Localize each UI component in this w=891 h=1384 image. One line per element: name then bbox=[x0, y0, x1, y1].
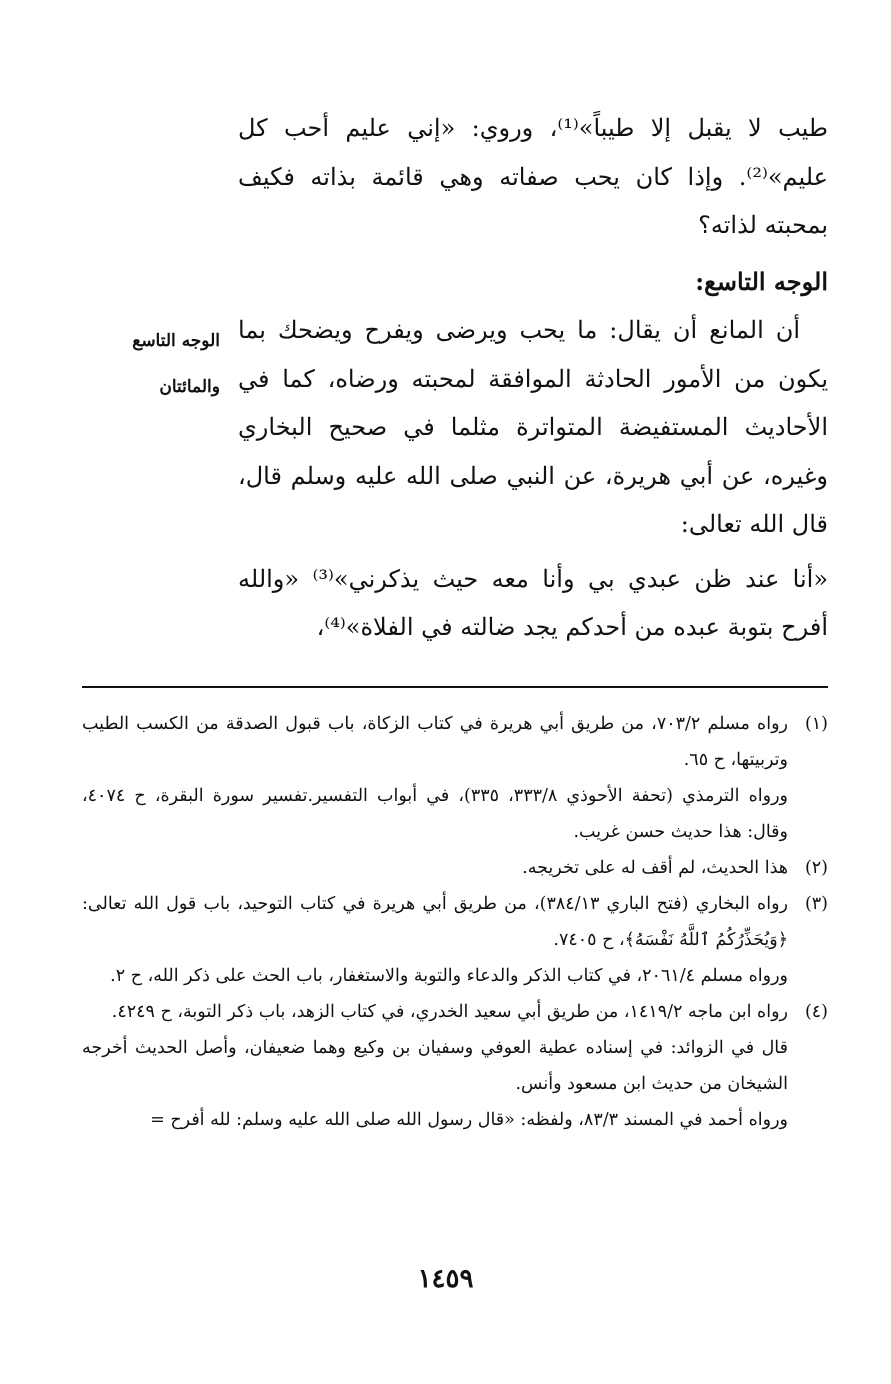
paragraph-body: أن المانع أن يقال: ما يحب ويرضى ويفرح ويضحك بما يكون من الأمور الحادثة الموافقة لمحبته ورضاه، كما في الأحاديث المستفيضة المتواترة مثلما في صحيح البخاري وغيره، عن أبي هريرة، عن النبي صلى الله عليه وسلم قال، قال الله تعالى: bbox=[238, 316, 828, 538]
footnote-continuation: ورواه أحمد في المسند ٨٣/٣، ولفظه: «قال رسول الله صلى الله عليه وسلم: لله أفرح = bbox=[150, 1110, 788, 1130]
footnote-number: (١) bbox=[804, 714, 828, 734]
footnote-3 bbox=[82, 886, 828, 994]
margin-note bbox=[70, 318, 220, 410]
main-text bbox=[238, 104, 828, 652]
section-heading: الوجه التاسع: bbox=[695, 266, 828, 296]
margin-note-line2: والمائتان bbox=[159, 377, 220, 397]
footnote-2 bbox=[82, 850, 828, 886]
margin-note-line1: الوجه التاسع bbox=[132, 331, 220, 351]
footnote-continuation: ورواه مسلم ٢٠٦١/٤، في كتاب الذكر والدعاء والتوبة والاستغفار، باب الحث على ذكر الله، ح ٢. bbox=[110, 966, 788, 986]
footnote-number: (٤) bbox=[804, 1002, 828, 1022]
footnote-text: رواه البخاري (فتح الباري ٣٨٤/١٣)، من طريق أبي هريرة في كتاب التوحيد، باب قول الله تعالى: ﴿وَيُحَذِّرُكُمُ ٱللَّهُ نَفْسَهُ﴾، ح ٧٤٠٥. bbox=[82, 894, 788, 950]
footnote-text: رواه ابن ماجه ١٤١٩/٢، من طريق أبي سعيد الخدري، في كتاب الزهد، باب ذكر التوبة، ح ٤٢٤٩. bbox=[111, 1002, 788, 1022]
hadith-quote: «أنا عند ظن عبدي بي وأنا معه حيث يذكرني»⁽³⁾ «والله أفرح بتوبة عبده من أحدكم يجد ضالته في الفلاة»⁽⁴⁾، bbox=[238, 564, 829, 641]
footnote-continuation: قال في الزوائد: في إسناده عطية العوفي وسفيان بن وكيع وهما ضعيفان، وأصل الحديث أخرجه الشيخان من حديث ابن مسعود وأنس. bbox=[82, 1038, 788, 1094]
footnote-4 bbox=[82, 994, 828, 1138]
footnote-number: (٢) bbox=[804, 858, 828, 878]
footnotes bbox=[82, 706, 828, 1138]
paragraph-continuation: طيب لا يقبل إلا طيباً»⁽¹⁾، وروي: «إني عليم أحب كل عليم»⁽²⁾. وإذا كان يحب صفاته وهي قائمة بذاته فكيف بمحبته لذاته؟ bbox=[238, 114, 828, 239]
footnote-1 bbox=[82, 706, 828, 850]
footnote-divider bbox=[82, 686, 828, 688]
footnote-continuation: ورواه الترمذي (تحفة الأحوذي ٣٣٣/٨، ٣٣٥)، في أبواب التفسير.تفسير سورة البقرة، ح ٤٠٧٤، وقال: هذا حديث حسن غريب. bbox=[82, 786, 788, 842]
footnote-number: (٣) bbox=[804, 894, 828, 914]
page-number: ١٤٥٩ bbox=[417, 1264, 474, 1294]
footnote-text: هذا الحديث، لم أقف له على تخريجه. bbox=[522, 858, 788, 878]
footnote-text: رواه مسلم ٧٠٣/٢، من طريق أبي هريرة في كتاب الزكاة، باب قبول الصدقة من الكسب الطيب وتربيتها، ح ٦٥. bbox=[82, 714, 788, 770]
